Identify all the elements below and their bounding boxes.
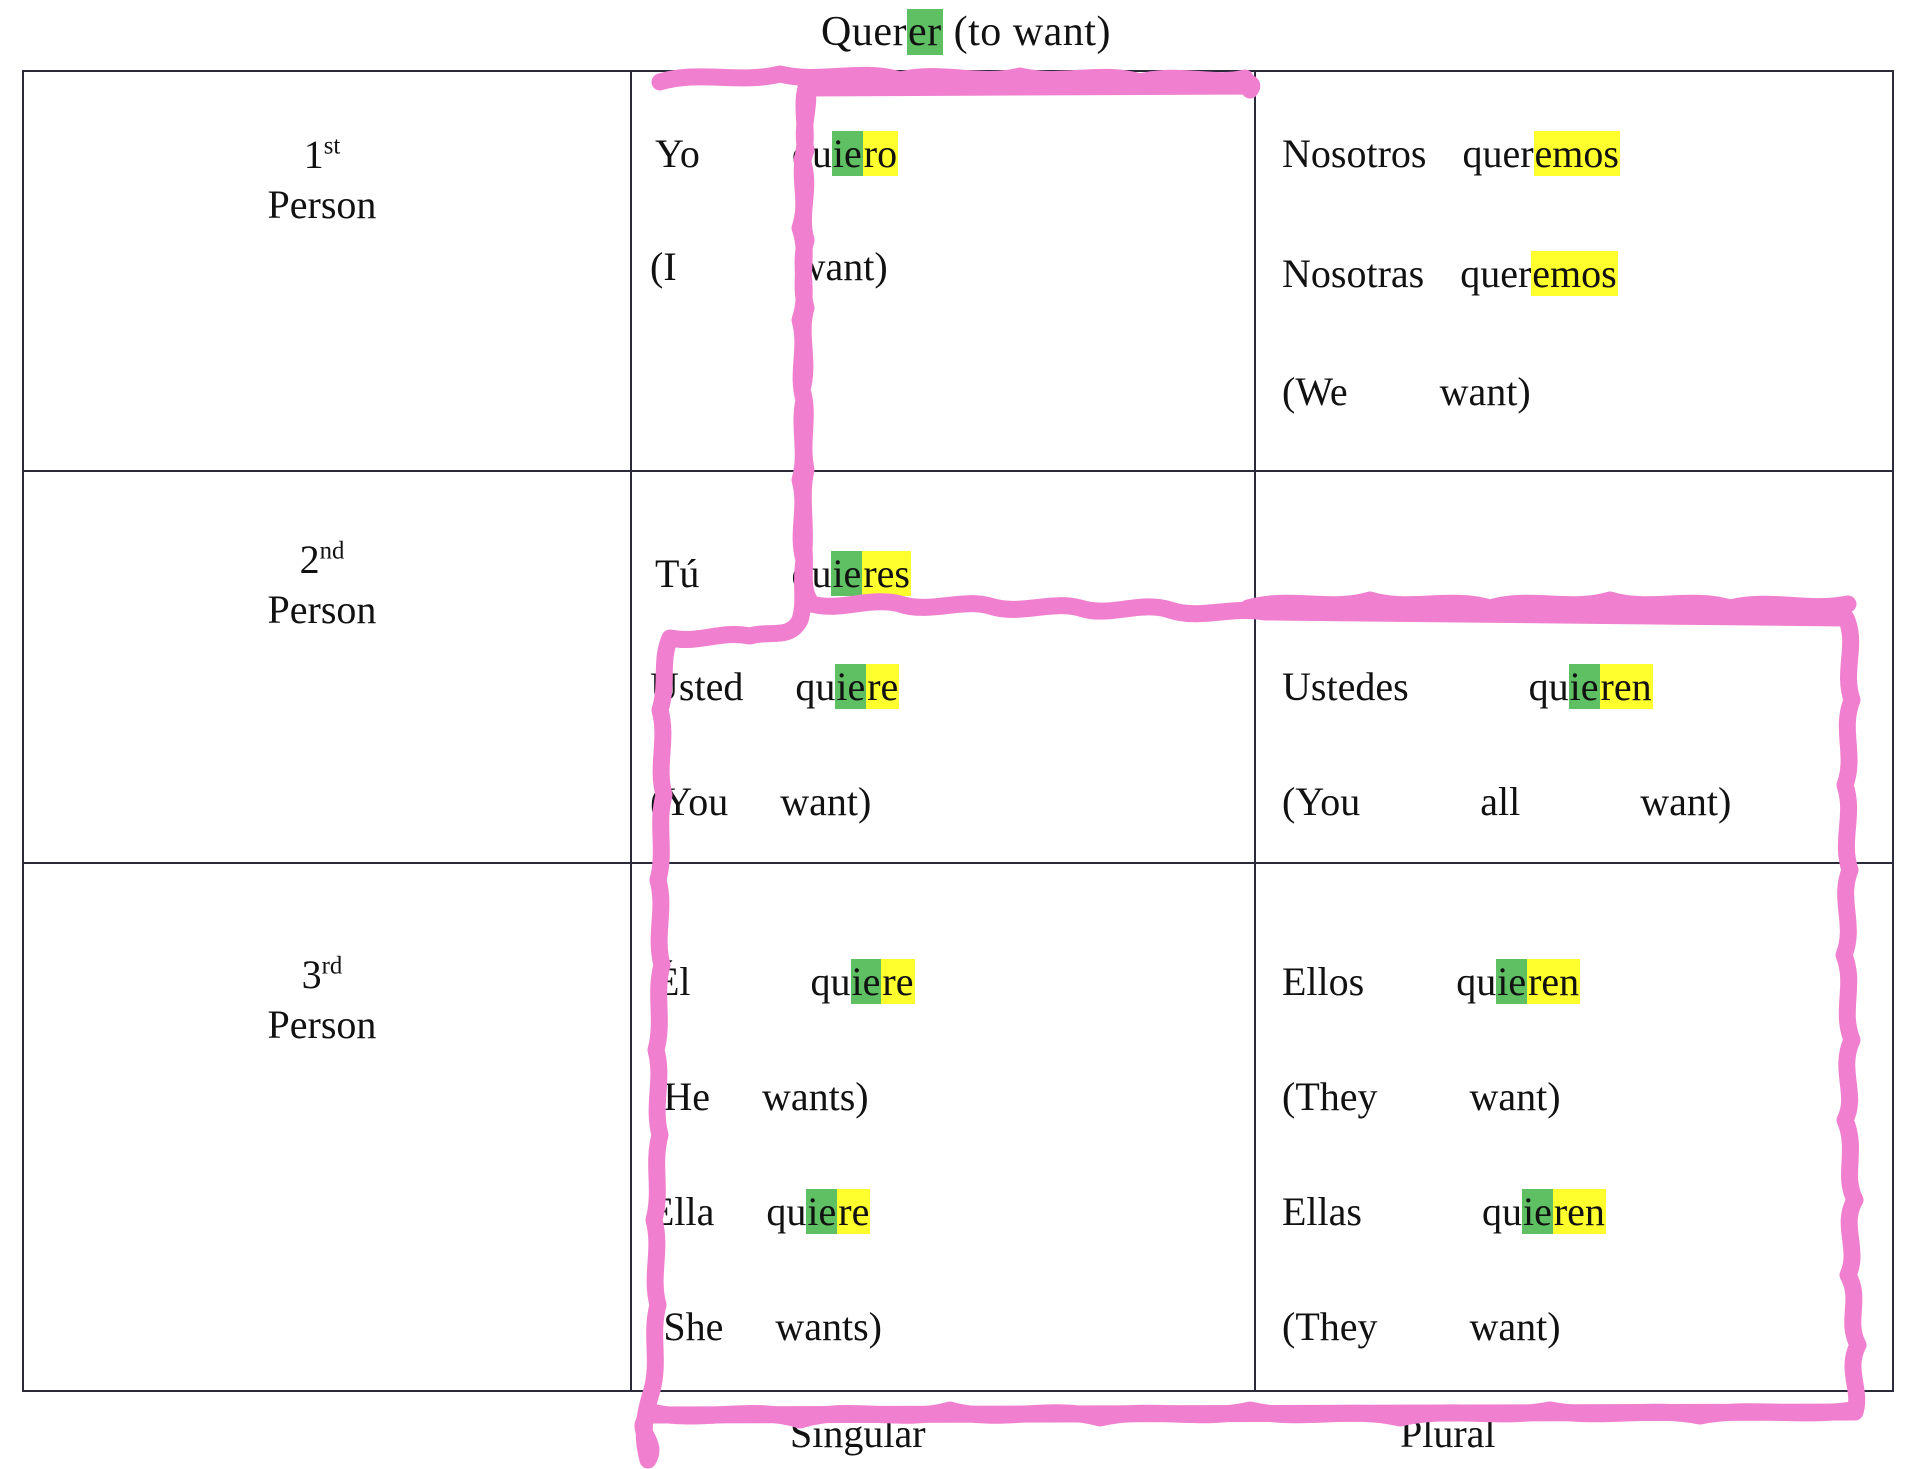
row-label-third-person	[22, 950, 622, 1050]
verb-quiere-ella: quiere	[766, 1189, 870, 1234]
row-label-suffix: nd	[319, 537, 345, 565]
cell-1s-line1	[655, 130, 898, 177]
grid-line-left	[22, 70, 24, 1392]
row-label-ordinal: 3	[301, 952, 322, 997]
pronoun-nosotras: Nosotras	[1282, 251, 1425, 296]
cell-3s-line2: (He wants)	[650, 1074, 869, 1119]
cell-1p-line3: (We want)	[1282, 369, 1531, 414]
grid-line-col2	[1254, 70, 1256, 1392]
row-label-ordinal: 2	[299, 537, 320, 582]
pronoun-usted: Usted	[650, 664, 744, 709]
footer-label-plural: Plural	[1400, 1411, 1496, 1456]
row-label-word: Person	[267, 587, 377, 632]
verb-quiere-usted: quiere	[795, 664, 899, 709]
row-label-ordinal: 1	[303, 132, 324, 177]
pronoun-ellas: Ellas	[1282, 1189, 1362, 1234]
title-post: (to want)	[942, 9, 1111, 55]
cell-3p-line2: (They want)	[1282, 1074, 1561, 1119]
row-label-word: Person	[267, 1002, 377, 1047]
page-title	[0, 8, 1932, 56]
cell-1s-line2: (I want)	[650, 244, 888, 289]
cell-2s-line1	[655, 550, 911, 597]
verb-quiero: quiero	[791, 131, 898, 176]
verb-quieren-ellos: quieren	[1456, 959, 1580, 1004]
footer-label-singular: Singular	[790, 1411, 926, 1456]
pronoun-tu: Tú	[655, 551, 700, 596]
verb-quieren-ellas: quieren	[1481, 1189, 1605, 1234]
pronoun-ustedes: Ustedes	[1282, 664, 1409, 709]
grid-line-col1	[630, 70, 632, 1392]
row-label-suffix: rd	[321, 952, 343, 980]
grid-line-row2	[22, 862, 1894, 864]
grid-line-bottom	[22, 1390, 1894, 1392]
cell-3s-line1	[655, 958, 915, 1005]
cell-3p-line1	[1282, 958, 1580, 1005]
grid-line-right	[1892, 70, 1894, 1392]
title-pre: Quer	[821, 9, 908, 55]
cell-2s-line2	[650, 663, 899, 710]
verb-queremos-2: queremos	[1460, 251, 1617, 296]
cell-3p-line4: (They want)	[1282, 1304, 1561, 1349]
row-label-second-person	[22, 535, 622, 635]
cell-2p-line1	[1282, 663, 1653, 710]
cell-2s-line3: (You want)	[650, 779, 872, 824]
cell-3s-line4: (She wants)	[650, 1304, 882, 1349]
pronoun-nosotros: Nosotros	[1282, 131, 1427, 176]
verb-quieres: quieres	[791, 551, 910, 596]
row-label-first-person	[22, 130, 622, 230]
pronoun-ellos: Ellos	[1282, 959, 1365, 1004]
cell-1p-line2	[1282, 250, 1618, 297]
cell-3s-line3	[650, 1188, 870, 1235]
verb-quieren-ustedes: quieren	[1528, 664, 1652, 709]
row-label-suffix: st	[323, 132, 341, 160]
grid-line-row1	[22, 470, 1894, 472]
pronoun-el: Él	[655, 959, 691, 1004]
cell-3p-line3	[1282, 1188, 1606, 1235]
verb-quiere-el: quiere	[810, 959, 914, 1004]
cell-2p-line2: (You all want)	[1282, 779, 1732, 824]
pronoun-yo: Yo	[655, 131, 700, 176]
grid-line-top	[22, 70, 1894, 72]
verb-queremos-1: queremos	[1462, 131, 1619, 176]
cell-1p-line1	[1282, 130, 1620, 177]
pronoun-ella: Ella	[650, 1189, 715, 1234]
row-label-word: Person	[267, 182, 377, 227]
title-highlight: er	[908, 9, 942, 55]
